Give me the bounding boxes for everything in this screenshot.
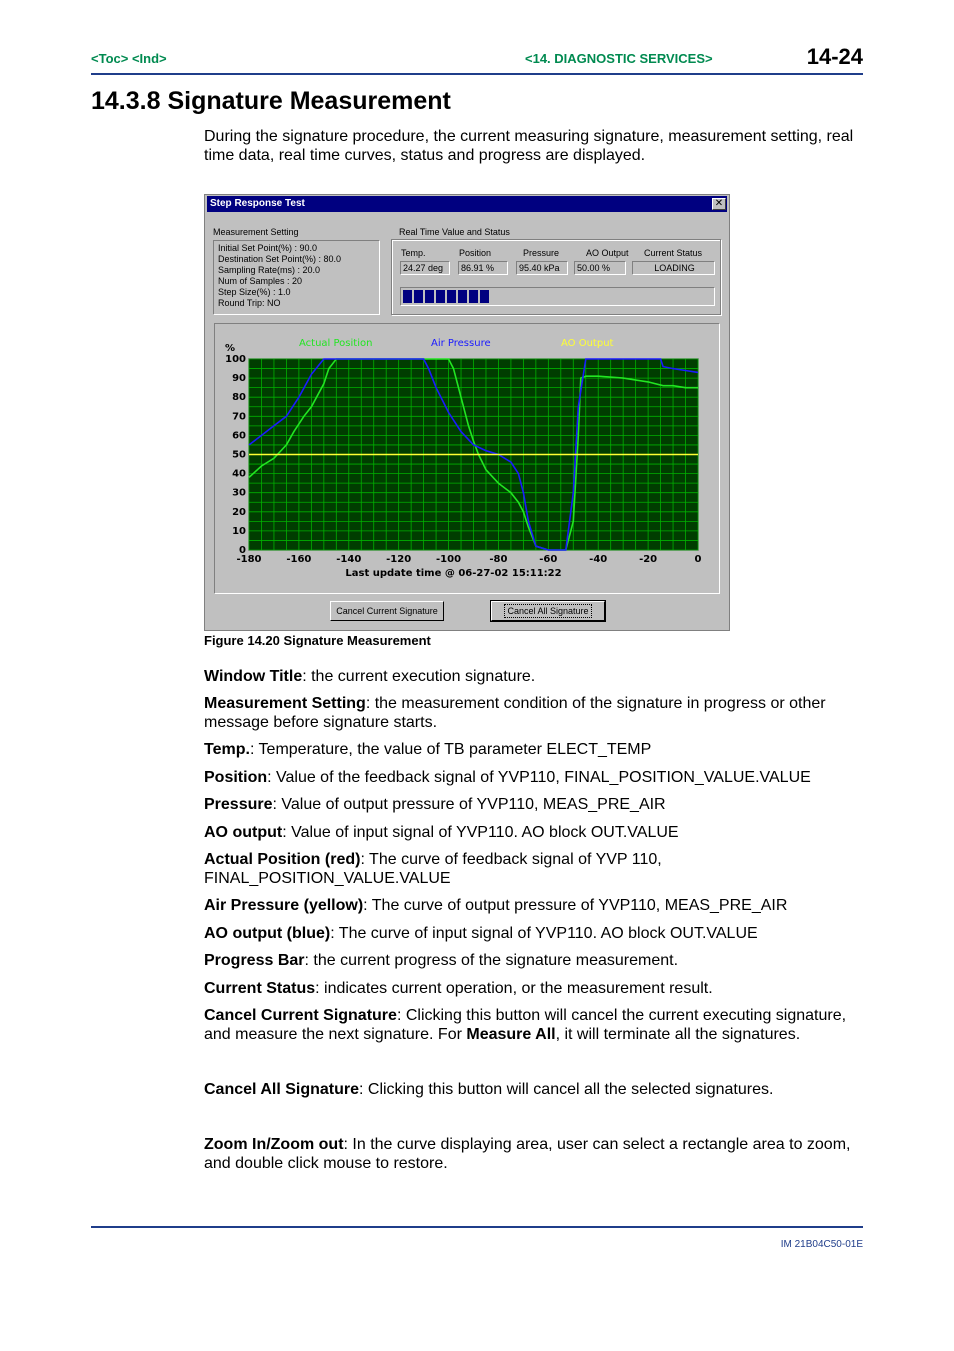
desc-term: Current Status bbox=[204, 980, 316, 997]
y-tick-label: 100 bbox=[225, 354, 246, 365]
desc-term: Measure All bbox=[466, 1026, 556, 1043]
progress-block bbox=[447, 290, 456, 303]
section-link[interactable]: <14. DIAGNOSTIC SERVICES> bbox=[525, 51, 713, 66]
desc-term: Position bbox=[204, 769, 268, 786]
x-tick-label: -120 bbox=[386, 554, 412, 565]
desc-term: Air Pressure (yellow) bbox=[204, 897, 364, 914]
desc-text: : The curve of output pressure of YVP110, MEAS_PRE_AIR bbox=[363, 897, 788, 914]
y-tick-label: 10 bbox=[232, 525, 246, 537]
desc-term: Zoom In/Zoom out bbox=[204, 1136, 344, 1153]
progress-block bbox=[436, 290, 445, 303]
legend-entry: AO Output bbox=[561, 338, 614, 349]
desc-text: : the measurement condition of the signature in progress or other message before signature starts. bbox=[204, 695, 826, 731]
description-list bbox=[204, 667, 864, 1173]
progress-block bbox=[425, 290, 434, 303]
desc-item bbox=[204, 823, 864, 842]
temp-field: 24.27 deg bbox=[400, 261, 450, 275]
doc-id: IM 21B04C50-01E bbox=[780, 1239, 863, 1250]
progress-block bbox=[469, 290, 478, 303]
toc-link[interactable]: <Toc> <Ind> bbox=[91, 51, 167, 66]
desc-item bbox=[204, 924, 864, 943]
setting-line: Round Trip: NO bbox=[218, 298, 281, 308]
desc-term: Cancel All Signature bbox=[204, 1081, 359, 1098]
progress-block bbox=[414, 290, 423, 303]
col-current-status: Current Status bbox=[644, 248, 703, 258]
desc-item bbox=[204, 979, 864, 998]
desc-item bbox=[204, 768, 864, 787]
y-tick-label: 60 bbox=[232, 430, 246, 442]
desc-text: : In the curve displaying area, user can select a rectangle area to zoom, and double click mouse to restore. bbox=[204, 1136, 851, 1172]
desc-item bbox=[204, 740, 864, 759]
desc-term: Window Title bbox=[204, 668, 303, 685]
desc-text: : the current execution signature. bbox=[302, 668, 536, 685]
x-tick-label: -60 bbox=[539, 554, 558, 565]
progress-block bbox=[480, 290, 489, 303]
step-response-dialog bbox=[204, 194, 730, 631]
y-tick-label: 90 bbox=[232, 373, 246, 385]
desc-item bbox=[204, 896, 864, 915]
close-icon[interactable]: ✕ bbox=[712, 198, 726, 210]
x-tick-label: -160 bbox=[286, 554, 312, 565]
desc-item bbox=[204, 1080, 864, 1099]
dialog-title: Step Response Test bbox=[210, 198, 305, 209]
desc-term: Temp. bbox=[204, 741, 250, 758]
legend-entry: Air Pressure bbox=[431, 338, 491, 349]
desc-text: : The curve of feedback signal of YVP 110, FINAL_POSITION_VALUE.VALUE bbox=[204, 851, 662, 887]
setting-line: Sampling Rate(ms) : 20.0 bbox=[218, 265, 321, 275]
y-tick-label: 30 bbox=[232, 487, 246, 499]
col-pressure: Pressure bbox=[523, 248, 560, 258]
desc-term: Pressure bbox=[204, 796, 273, 813]
progress-block bbox=[458, 290, 467, 303]
y-tick-label: 40 bbox=[232, 468, 246, 480]
realtime-group bbox=[391, 239, 721, 315]
figure-caption: Figure 14.20 Signature Measurement bbox=[204, 633, 431, 648]
page-number: 14-24 bbox=[806, 44, 863, 69]
desc-item bbox=[204, 694, 864, 732]
realtime-label: Real Time Value and Status bbox=[399, 227, 510, 237]
desc-item bbox=[204, 795, 864, 814]
desc-text: : Clicking this button will cancel all the selected signatures. bbox=[359, 1081, 774, 1098]
desc-term: Cancel Current Signature bbox=[204, 1007, 397, 1024]
signature-chart[interactable] bbox=[215, 324, 719, 593]
desc-term: Actual Position (red) bbox=[204, 851, 361, 868]
y-tick-label: 80 bbox=[232, 392, 246, 404]
last-update-label: Last update time @ 06-27-02 15:11:22 bbox=[345, 568, 562, 579]
desc-text: : The curve of input signal of YVP110. AO block OUT.VALUE bbox=[330, 925, 758, 942]
footer-rule bbox=[91, 1226, 863, 1228]
x-tick-label: -100 bbox=[436, 554, 462, 565]
desc-text: : indicates current operation, or the measurement result. bbox=[315, 980, 713, 997]
progress-bar bbox=[400, 287, 715, 306]
y-tick-label: 70 bbox=[232, 411, 246, 423]
dialog-titlebar bbox=[207, 196, 727, 212]
desc-term: Measurement Setting bbox=[204, 695, 366, 712]
desc-term: AO output bbox=[204, 824, 283, 841]
legend-entry: Actual Position bbox=[299, 338, 373, 349]
setting-line: Num of Samples : 20 bbox=[218, 276, 303, 286]
y-tick-label: 20 bbox=[232, 506, 246, 518]
measurement-setting-lines bbox=[218, 243, 341, 309]
x-tick-label: -40 bbox=[589, 554, 608, 565]
cancel-current-label: Cancel Current Signature bbox=[336, 606, 438, 616]
desc-text: : Temperature, the value of TB parameter ELECT_TEMP bbox=[249, 741, 652, 758]
x-tick-label: -20 bbox=[639, 554, 658, 565]
header-rule bbox=[91, 73, 863, 75]
chart-panel[interactable] bbox=[214, 323, 720, 594]
col-ao-output: AO Output bbox=[586, 248, 629, 258]
x-tick-label: 0 bbox=[694, 554, 702, 565]
desc-text: : Clicking this button will cancel the current executing signature, and measure the next signature. For bbox=[204, 1007, 847, 1043]
measurement-setting-label: Measurement Setting bbox=[213, 227, 299, 237]
desc-item bbox=[204, 1135, 864, 1173]
pressure-field: 95.40 kPa bbox=[516, 261, 568, 275]
desc-term: Progress Bar bbox=[204, 952, 305, 969]
y-tick-label: 50 bbox=[232, 449, 246, 461]
position-field: 86.91 % bbox=[458, 261, 508, 275]
section-title: 14.3.8 Signature Measurement bbox=[91, 87, 451, 115]
desc-term: AO output (blue) bbox=[204, 925, 331, 942]
cancel-all-label: Cancel All Signature bbox=[504, 604, 591, 618]
setting-line: Step Size(%) : 1.0 bbox=[218, 287, 291, 297]
desc-item bbox=[204, 1006, 864, 1044]
desc-text: : Value of the feedback signal of YVP110, FINAL_POSITION_VALUE.VALUE bbox=[267, 769, 811, 786]
measurement-setting-box bbox=[213, 240, 380, 315]
desc-text: : Value of output pressure of YVP110, MEAS_PRE_AIR bbox=[272, 796, 666, 813]
ao-output-field: 50.00 % bbox=[574, 261, 626, 275]
x-tick-label: -140 bbox=[336, 554, 362, 565]
cancel-all-signature-button[interactable] bbox=[491, 601, 605, 621]
x-tick-label: -180 bbox=[236, 554, 262, 565]
setting-line: Destination Set Point(%) : 80.0 bbox=[218, 254, 342, 264]
desc-text: , it will terminate all the signatures. bbox=[555, 1026, 801, 1043]
y-axis-label: % bbox=[225, 343, 236, 354]
progress-block bbox=[403, 290, 412, 303]
cancel-current-signature-button[interactable] bbox=[330, 601, 444, 621]
intro-paragraph: During the signature procedure, the current measuring signature, measurement setting, real time data, real time curves, status and progress are displayed. bbox=[204, 128, 854, 164]
current-status-field: LOADING bbox=[632, 261, 715, 275]
y-tick-label: 0 bbox=[239, 545, 246, 556]
desc-item bbox=[204, 850, 864, 888]
x-tick-label: -80 bbox=[489, 554, 508, 565]
col-temp: Temp. bbox=[401, 248, 426, 258]
setting-line: Initial Set Point(%) : 90.0 bbox=[218, 243, 318, 253]
desc-text: : Value of input signal of YVP110. AO block OUT.VALUE bbox=[282, 824, 679, 841]
desc-text: : the current progress of the signature measurement. bbox=[304, 952, 679, 969]
desc-item bbox=[204, 667, 864, 686]
desc-item bbox=[204, 951, 864, 970]
col-position: Position bbox=[459, 248, 492, 258]
